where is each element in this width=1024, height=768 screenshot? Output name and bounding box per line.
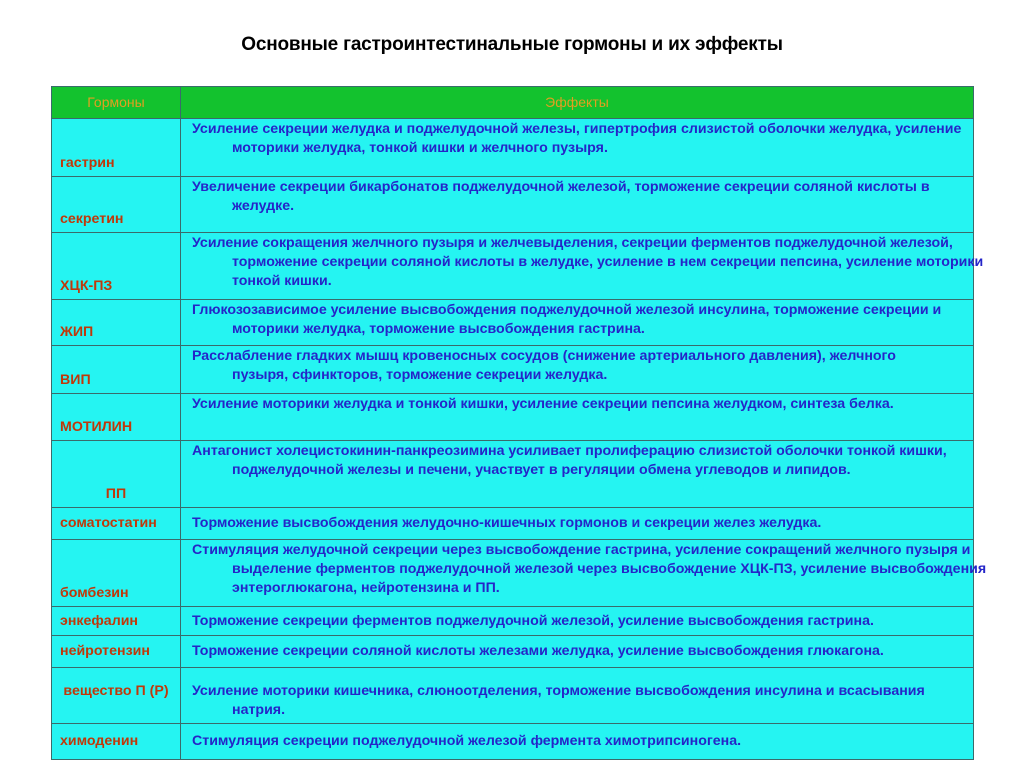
table-row [52, 119, 974, 177]
effect-cell [181, 394, 974, 441]
hormone-cell: энкефалин [52, 607, 181, 636]
hormones-table [51, 86, 987, 760]
table-row [52, 233, 974, 300]
table-row [52, 607, 974, 636]
effect-cell [181, 508, 974, 540]
hormone-cell: МОТИЛИН [52, 394, 181, 441]
table-row [52, 346, 974, 394]
hormone-cell: ЖИП [52, 300, 181, 346]
hormone-cell: нейротензин [52, 636, 181, 668]
page-title: Основные гастроинтестинальные гормоны и их эффекты [241, 34, 783, 55]
table-row [52, 636, 974, 668]
effect-text: Расслабление гладких мышц кровеносных сосудов (снижение артериального давления), желчного пузыря, сфинкторов, торможение секреции желудка. [192, 348, 896, 383]
table-row [52, 668, 974, 724]
effect-text: Глюкозозависимое усиление высвобождения поджелудочной железой инсулина, торможение секреции и моторики желудка, торможение высвобождения гастрина. [192, 302, 942, 337]
effect-text: Усиление моторики кишечника, слюноотделения, торможение высвобождения инсулина и всасывания натрия. [192, 683, 925, 718]
hormone-cell: ХЦК-ПЗ [52, 233, 181, 300]
hormone-cell: бомбезин [52, 540, 181, 607]
table-row [52, 394, 974, 441]
effect-cell [181, 668, 974, 724]
table-header-row [52, 87, 974, 119]
effect-text: Торможение секреции ферментов поджелудочной железой, усиление высвобождения гастрина. [192, 612, 874, 629]
header-effects: Эффекты [181, 87, 974, 119]
table-row [52, 441, 974, 508]
effect-cell [181, 607, 974, 636]
effect-cell [181, 233, 984, 300]
effect-text: Увеличение секреции бикарбонатов поджелудочной железой, торможение секреции соляной кислоты в желудке. [192, 179, 930, 214]
effect-cell [181, 346, 974, 394]
hormone-cell: вещество П (Р) [52, 668, 181, 724]
effect-text: Антагонист холецистокинин-панкреозимина усиливает пролиферацию слизистой оболочки тонкой кишки, поджелудочной железы и печени, участвует в регуляции обмена углеводов и липидов. [192, 443, 947, 478]
table-row [52, 508, 974, 540]
effect-cell [181, 540, 987, 607]
table-row [52, 177, 974, 233]
effect-cell [181, 636, 974, 668]
table-row [52, 724, 974, 760]
effect-cell [181, 441, 974, 508]
hormone-cell: гастрин [52, 119, 181, 177]
effect-text: Стимуляция желудочной секреции через высвобождение гастрина, усиление сокращений желчного пузыря и выделение ферментов поджелудочной железой через высвобождение ХЦК-ПЗ, усиление высвобождения энтероглюкагона, нейротензина и ПП. [192, 542, 987, 596]
effect-text: Усиление секреции желудка и поджелудочной железы, гипертрофия слизистой оболочки желудка, усиление моторики желудка, тонкой кишки и желчного пузыря. [192, 121, 962, 156]
hormone-cell: химоденин [52, 724, 181, 760]
hormone-cell: секретин [52, 177, 181, 233]
table-row [52, 300, 974, 346]
effect-cell [181, 177, 974, 233]
header-hormones: Гормоны [52, 87, 181, 119]
effect-text: Стимуляция секреции поджелудочной железой фермента химотрипсиногена. [192, 733, 742, 749]
table-row [52, 540, 974, 607]
effect-text: Торможение высвобождения желудочно-кишечных гормонов и секреции желез желудка. [192, 515, 822, 531]
effect-cell [181, 119, 974, 177]
effect-text: Торможение секреции соляной кислоты железами желудка, усиление высвобождения глюкагона. [192, 643, 884, 659]
effect-text: Усиление моторики желудка и тонкой кишки, усиление секреции пепсина желудком, синтеза белка. [192, 396, 894, 412]
hormone-cell: ВИП [52, 346, 181, 394]
hormone-cell: ПП [52, 441, 181, 508]
effect-cell [181, 724, 974, 760]
effect-cell [181, 300, 974, 346]
effect-text: Усиление сокращения желчного пузыря и желчевыделения, секреции ферментов поджелудочной железой, торможение секреции соляной кислоты в желудке, усиление в нем секреции пепсина, усиление моторики тонкой кишки. [192, 235, 984, 289]
hormone-cell: соматостатин [52, 508, 181, 540]
